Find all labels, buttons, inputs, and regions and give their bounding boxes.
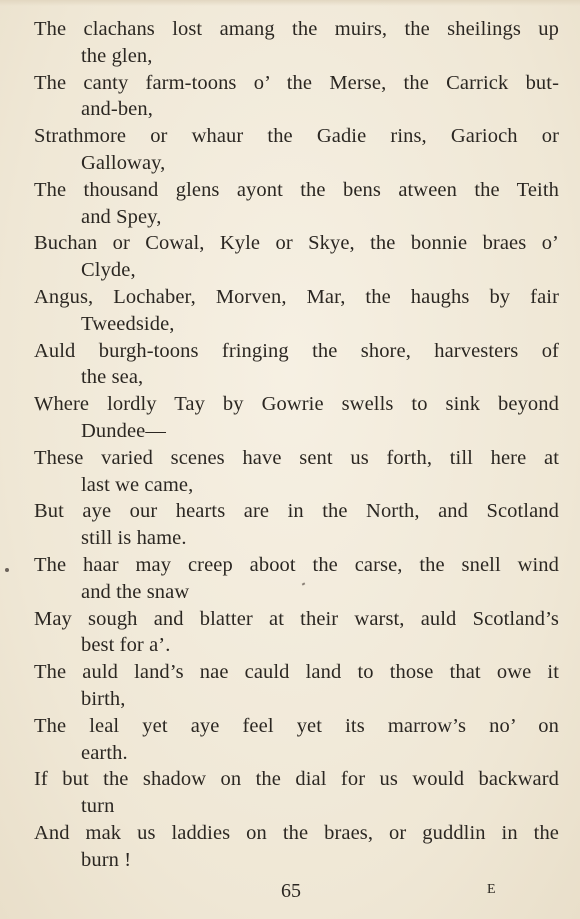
poem-line-text: The leal yet aye feel yet its marrow’s no’ on [34, 714, 559, 737]
poem-line-text: The haar may creep aboot the carse, the snell wind [34, 553, 559, 576]
poem-line [34, 606, 559, 660]
poem-line-continuation: and the snaw [81, 580, 190, 603]
poem-line-continuation: burn ! [81, 848, 132, 871]
poem-line-continuation: Galloway, [81, 151, 166, 174]
poem-line-continuation: last we came, [81, 473, 194, 496]
poem-line [34, 177, 559, 231]
poem-line-continuation: Tweedside, [81, 312, 175, 335]
poem-line [34, 713, 559, 767]
poem-line-text: The clachans lost amang the muirs, the sheilings up [34, 18, 559, 40]
poem-line-text: The auld land’s nae cauld land to those that owe it [34, 661, 559, 684]
poem-line [34, 445, 559, 499]
poem-line [34, 16, 559, 70]
poem-line [34, 766, 559, 820]
poem-line [34, 391, 559, 445]
poem-line-continuation: Dundee— [81, 419, 166, 442]
poem-line [34, 338, 559, 392]
poem-line-continuation: still is hame. [81, 527, 187, 550]
page-top-edge [0, 0, 580, 6]
poem-line-continuation: best for a’. [81, 634, 171, 657]
poem-text [34, 16, 559, 874]
poem-line-text: The thousand glens ayont the bens atween the Teith [34, 178, 559, 201]
poem-line-text: If but the shadow on the dial for us would backward [34, 768, 559, 791]
poem-line-text: But aye our hearts are in the North, and Scotland [34, 500, 559, 523]
poem-line-text: May sough and blatter at their warst, auld Scotland’s [34, 607, 559, 630]
poem-line [34, 230, 559, 284]
poem-line [34, 70, 559, 124]
poem-line [34, 284, 559, 338]
poem-line-text: The canty farm-toons o’ the Merse, the Carrick but- [34, 71, 559, 94]
poem-line-continuation: birth, [81, 687, 126, 710]
poem-line-continuation: and Spey, [81, 205, 162, 228]
page-number: 65 [281, 880, 301, 902]
poem-line-continuation: Clyde, [81, 259, 136, 282]
poem-line-text: Angus, Lochaber, Morven, Mar, the haughs by fair [34, 285, 559, 308]
poem-line-continuation: earth. [81, 741, 128, 764]
poem-line-continuation: the sea, [81, 366, 144, 389]
margin-mark [5, 568, 9, 572]
poem-line-text: These varied scenes have sent us forth, till here at [34, 446, 559, 469]
poem-line [34, 820, 559, 874]
poem-line [34, 123, 559, 177]
poem-line-continuation: the glen, [81, 44, 153, 67]
signature-mark: E [487, 882, 497, 897]
poem-line-text: Buchan or Cowal, Kyle or Skye, the bonnie braes o’ [34, 232, 559, 255]
poem-line-text: Strathmore or whaur the Gadie rins, Garioch or [34, 125, 559, 148]
poem-line [34, 552, 559, 606]
poem-line-text: And mak us laddies on the braes, or guddlin in the [34, 821, 559, 844]
poem-line [34, 659, 559, 713]
poem-line-text: Where lordly Tay by Gowrie swells to sink beyond [34, 393, 559, 416]
poem-line [34, 498, 559, 552]
poem-line-continuation: turn [81, 795, 115, 818]
poem-line-continuation: and-ben, [81, 98, 153, 121]
poem-line-text: Auld burgh-toons fringing the shore, harvesters of [34, 339, 559, 362]
